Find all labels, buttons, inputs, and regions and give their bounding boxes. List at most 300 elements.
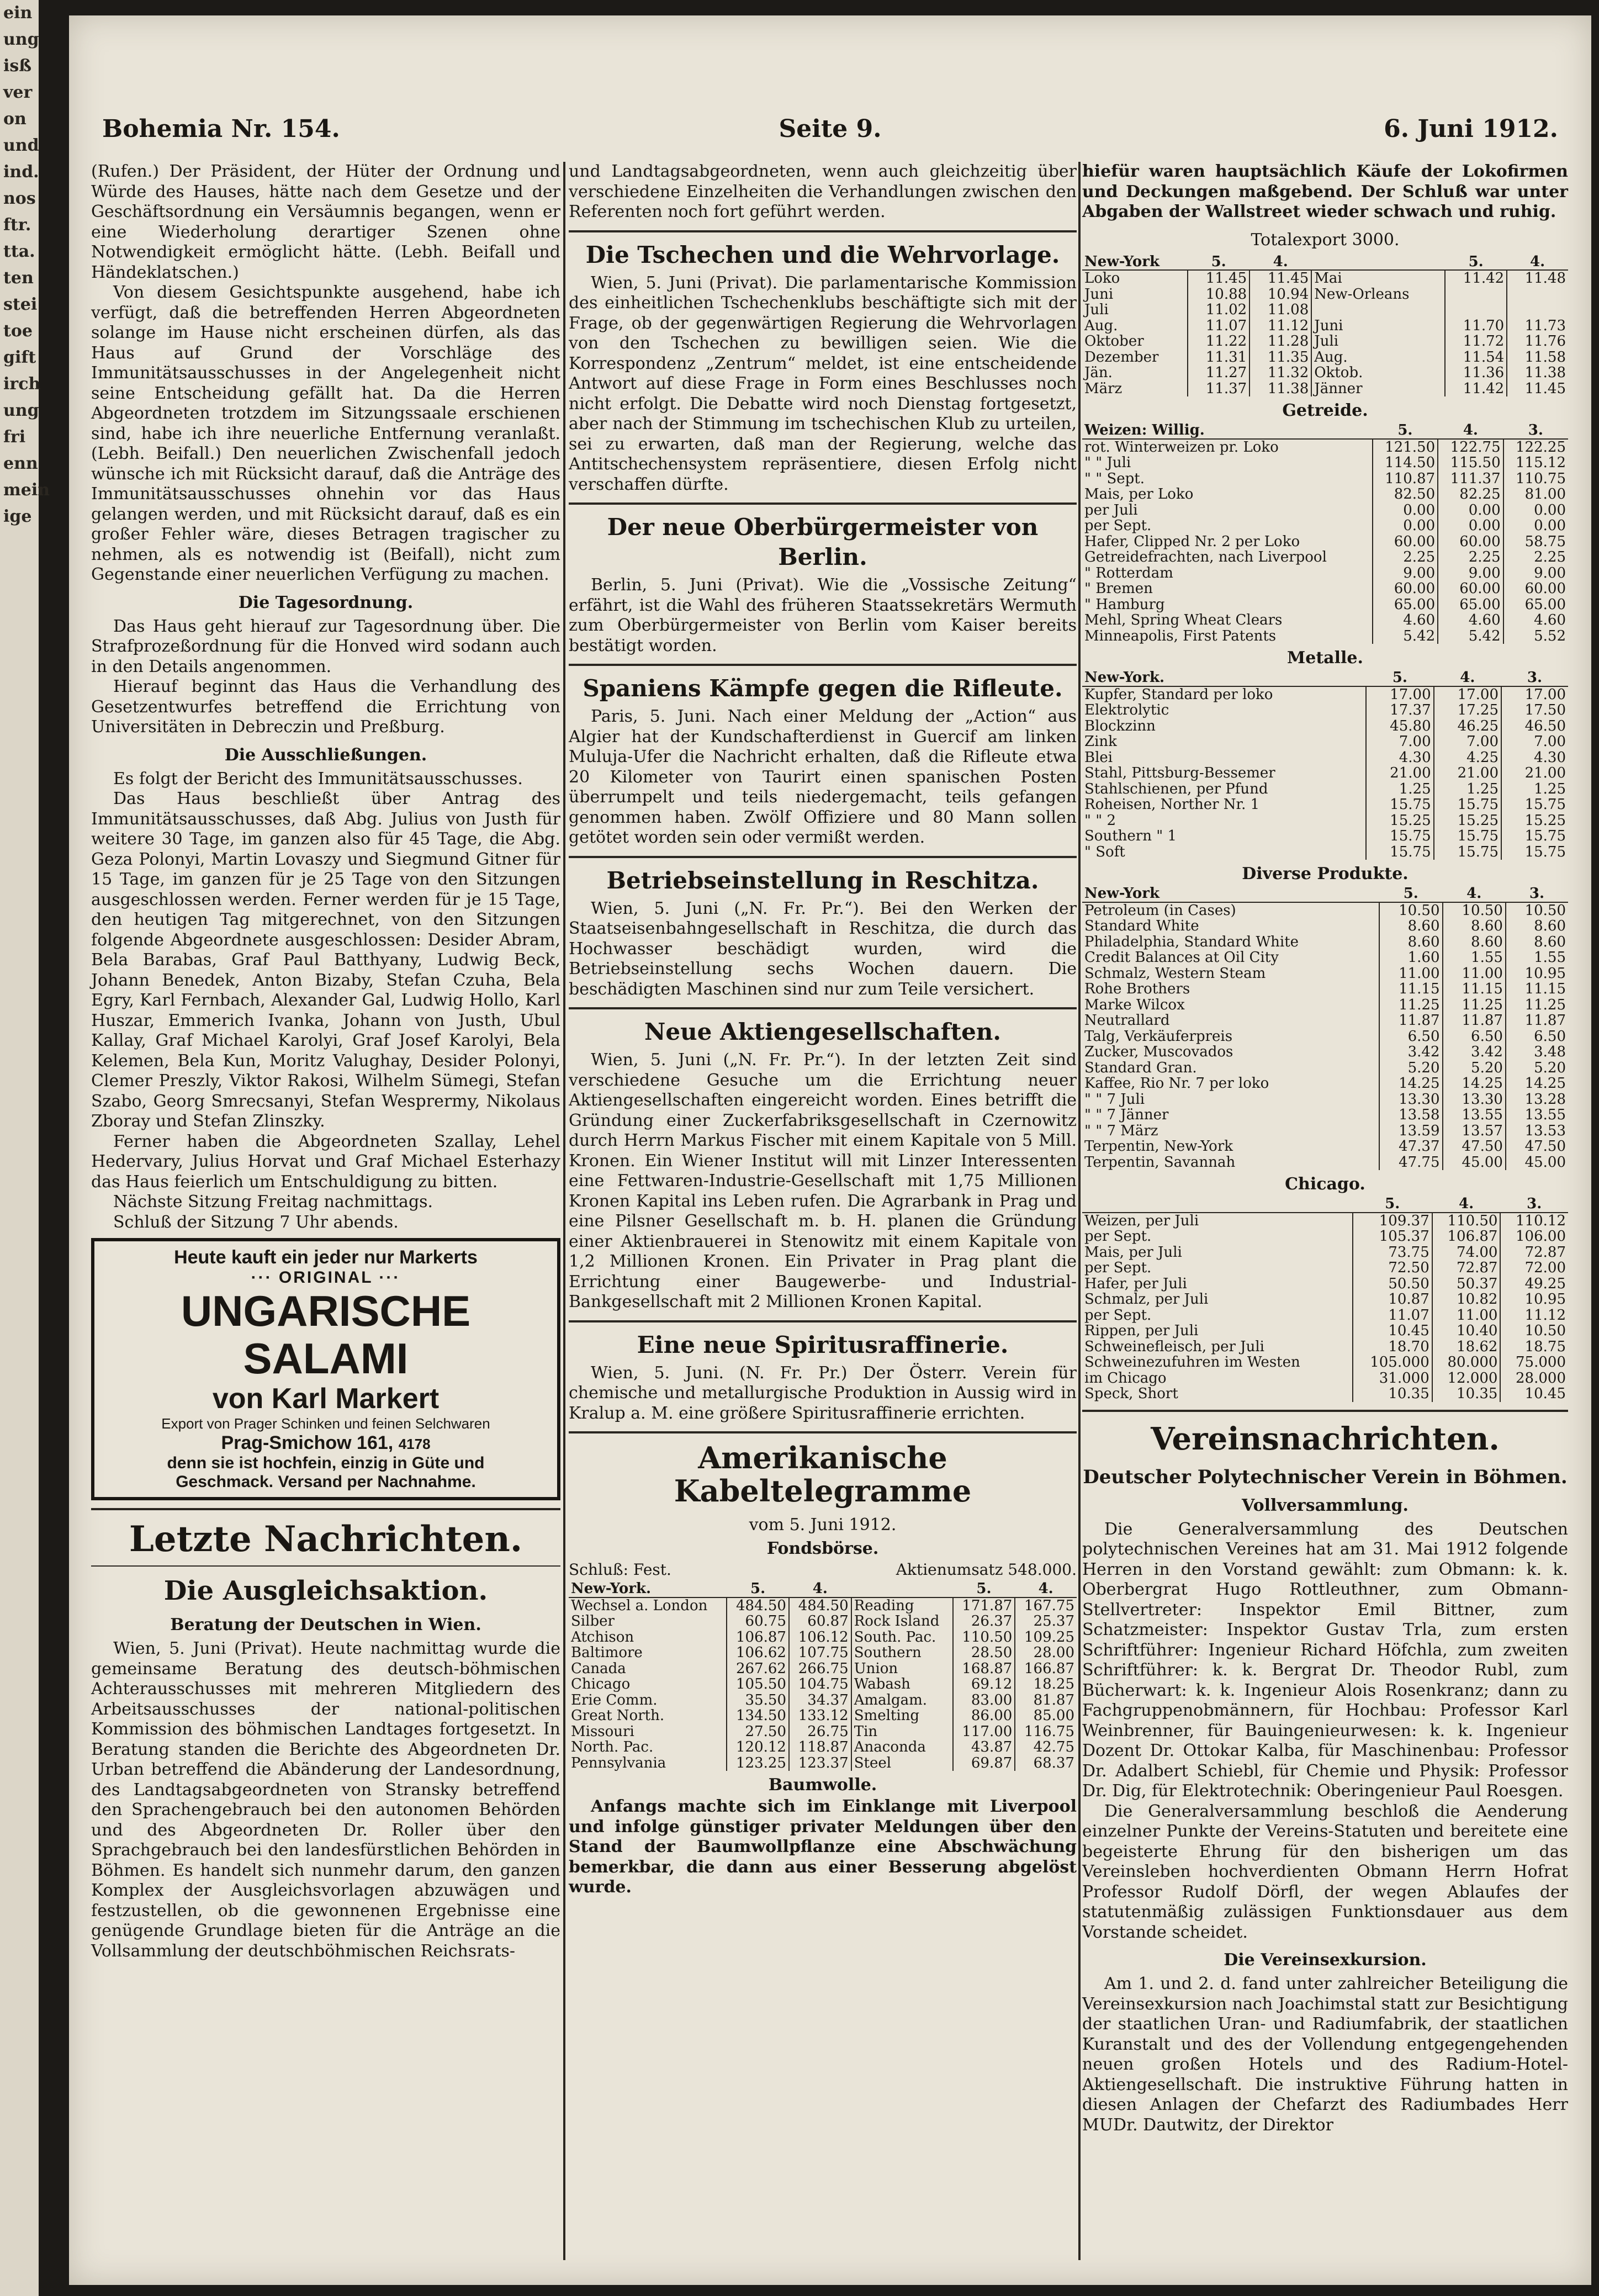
row-label: Mai <box>1311 270 1445 287</box>
table-row <box>1082 534 1568 550</box>
article-paragraph: Nächste Sitzung Freitag nachmittags. <box>113 1192 433 1212</box>
row-value: 11.15 <box>1506 981 1568 997</box>
table-row <box>569 1630 1077 1646</box>
row-value: 7.00 <box>1434 734 1501 750</box>
row-value: 6.50 <box>1443 1029 1506 1045</box>
row-label: im Chicago <box>1084 1369 1167 1387</box>
col-head: 5. <box>1373 422 1438 439</box>
row-value: 11.32 <box>1249 365 1311 381</box>
table-row <box>569 1676 1077 1692</box>
ad-line: Geschmack. Versand per Nachnahme. <box>176 1473 476 1491</box>
adjacent-page-fragment: ung <box>3 30 39 49</box>
row-value: 9.00 <box>1503 565 1568 581</box>
row-value: 18.25 <box>1015 1676 1077 1692</box>
article-paragraph: Wien, 5. Juni („N. Fr. Pr.“). Bei den Werken der Staatseisenbahngesellschaft in Reschitza, die durch das Hochwasser beschädigt wurden, wird die Betriebseinstellung sechs Wochen dauern. Die beschädigten Maschinen sind nur zum Teile versichert. <box>569 898 1077 999</box>
row-value: 86.00 <box>953 1708 1015 1724</box>
col-head: 4. <box>1015 1581 1077 1597</box>
row-value: 107.75 <box>789 1645 851 1661</box>
table-row <box>1082 797 1568 813</box>
row-value: 10.82 <box>1432 1292 1501 1308</box>
row-label: Mais, per Loko <box>1084 486 1194 502</box>
col-head: 3. <box>1501 670 1568 686</box>
row-value: 11.25 <box>1379 997 1442 1013</box>
row-value: 17.25 <box>1434 702 1501 718</box>
article-paragraph: und Landtagsabgeordneten, wenn auch gleichzeitig über verschiedene Einzelheiten die Verhandlungen zwischen den Referenten noch fort geführt werden. <box>569 162 1077 221</box>
row-value: 15.25 <box>1434 813 1501 829</box>
row-value: 72.00 <box>1500 1260 1568 1276</box>
rule <box>569 1007 1077 1009</box>
row-value <box>1445 287 1507 303</box>
article-paragraph: Wien, 5. Juni (Privat). Heute nachmittag wurde die gemeinsame Beratung des deutsch-böhmischen Achterausschusses mit mehreren Mitgliedern des Arbeitsausschusses der national-politischen Kommission des böhmischen Landtages fortgesetzt. In Beratung standen die Berichte des Abgeordneten Dr. Urban betreffend die Abänderung der Landesordnung, des Landtagsabgeordneten von Stransky betreffend den Sprachengebrauch bei den autonomen Behörden und des Abgeordneten Dr. Roller über den Sprachgebrauch bei den landesfürstlichen Behörden in Böhmen. Es handelt sich nunmehr darum, den ganzen Komplex der Ausgleichsvorlagen abzuwägen und festzustellen, ob die gewonnenen Ergebnisse eine genügende Grundlage bieten für die Anträge an die Vollsammlung der deutschböhmischen Reichsrats- <box>91 1639 560 1961</box>
row-label: Juli <box>1084 301 1109 318</box>
col-head: 5. <box>1188 254 1249 271</box>
table-row <box>569 1739 1077 1755</box>
row-value: 1.55 <box>1443 950 1506 966</box>
article-paragraph: Anfangs machte sich im Einklange mit Liverpool und infolge günstiger privater Meldungen über den Stand der Baumwollpflanze eine Abschwächung bemerkbar, die dann aus einer Besserung abgelöst wurde. <box>569 1797 1077 1897</box>
table-header-row <box>1082 254 1568 271</box>
article-subheading: Die Vereinsexkursion. <box>1224 1950 1427 1970</box>
adjacent-page-fragment: on <box>3 109 27 129</box>
row-label: Great North. <box>571 1707 665 1724</box>
row-value: 12.000 <box>1432 1371 1501 1387</box>
row-label: per Sept. <box>1084 517 1152 534</box>
table-row <box>1082 549 1568 565</box>
col-head: 4. <box>1249 254 1311 271</box>
row-value: 14.25 <box>1379 1076 1442 1092</box>
article-headline: Die Ausgleichsaktion. <box>163 1575 488 1606</box>
table-row <box>1082 750 1568 766</box>
table-row <box>1082 1076 1568 1092</box>
row-value: 69.12 <box>953 1676 1015 1692</box>
table-row <box>1082 934 1568 950</box>
row-label: Anaconda <box>851 1739 953 1755</box>
table-row <box>1082 1123 1568 1139</box>
row-value: 134.50 <box>727 1708 789 1724</box>
row-value: 13.55 <box>1443 1107 1506 1123</box>
row-value: 115.50 <box>1438 455 1503 471</box>
row-value: 114.50 <box>1373 455 1438 471</box>
col-head: 4. <box>1438 422 1503 439</box>
article-headline: Betriebseinstellung in Reschitza. <box>606 866 1039 894</box>
row-value: 266.75 <box>789 1661 851 1677</box>
adjacent-page-fragment: stei <box>3 295 38 314</box>
row-value: 11.12 <box>1249 318 1311 334</box>
row-value: 60.00 <box>1503 581 1568 597</box>
bonds-body <box>569 1597 1077 1771</box>
article-headline: Spaniens Kämpfe gegen die Rifleute. <box>583 675 1063 702</box>
table-row <box>1082 287 1568 303</box>
row-value: 34.37 <box>789 1692 851 1708</box>
row-value: 1.25 <box>1501 781 1568 797</box>
article-subheading: Beratung der Deutschen in Wien. <box>170 1615 481 1634</box>
row-value: 60.00 <box>1438 534 1503 550</box>
row-value: 11.22 <box>1188 334 1249 350</box>
row-label: Oktober <box>1084 333 1144 350</box>
row-value: 69.87 <box>953 1755 1015 1771</box>
col-head: 5. <box>1445 254 1507 271</box>
rule <box>569 664 1077 666</box>
table-row <box>1082 334 1568 350</box>
col-head <box>1082 1196 1353 1213</box>
row-value: 72.87 <box>1500 1245 1568 1261</box>
ad-line: Export von Prager Schinken und feinen Selchwaren <box>161 1415 490 1432</box>
row-value: 10.35 <box>1353 1386 1432 1402</box>
row-value: 7.00 <box>1501 734 1568 750</box>
table-header-row <box>1082 422 1568 439</box>
row-value: 105.000 <box>1353 1355 1432 1371</box>
row-value: 17.00 <box>1501 686 1568 703</box>
row-label: Oktob. <box>1311 365 1445 381</box>
table-row <box>1082 612 1568 628</box>
col-head: 4. <box>1432 1196 1501 1213</box>
row-value: 10.94 <box>1249 287 1311 303</box>
row-value: 10.35 <box>1432 1386 1501 1402</box>
row-value: 122.75 <box>1438 439 1503 456</box>
ad-code: 4178 <box>398 1436 431 1452</box>
table-row <box>1082 844 1568 860</box>
grain-body <box>1082 439 1568 644</box>
row-value: 110.75 <box>1503 471 1568 487</box>
issue-date: 6. Juni 1912. <box>1384 115 1558 143</box>
article-paragraph: Hierauf beginnt das Haus die Verhandlung des Gesetzentwurfes betreffend die Errichtung von Universitäten in Debreczin und Preßburg. <box>91 677 560 737</box>
table-row <box>1082 1292 1568 1308</box>
row-value: 0.00 <box>1438 502 1503 519</box>
article-paragraph: Die Generalversammlung des Deutschen polytechnischen Vereines hat am 31. Mai 1912 folgende Herren in den Vorstand gewählt: zum Obmann: k. k. Oberbergrat Hugo Rottleuthner, zum Obmann-Stellvertreter: Inspektor Emil Bittner, zum Schatzmeister: Inspektor Gustav Trla, zum ersten Schriftführer: Ingenieur Richard Höfchla, zum zweiten Schriftführer: k. k. Bergrat Dr. Theodor Rubl, zum Bücherwart: k. k. Ingenieur Alois Rosenkranz; dann zu Fachgruppenobmännern, für Hochbau: Professor Karl Weinbrenner, für Bauingenieurwesen: k. k. Ingenieur Dozent Dr. Ottokar Kalba, für Maschinenbau: Professor Dr. Adalbert Schiebl, für Chemie und Physik: Professor Dr. Dig, für Elektrotechnik: Oberingenieur Paul Roesgen. <box>1082 1519 1568 1801</box>
row-value: 18.75 <box>1500 1339 1568 1355</box>
row-value: 17.50 <box>1501 702 1568 718</box>
row-label: Speck, Short <box>1084 1385 1178 1402</box>
article-paragraph: Am 1. und 2. d. fand unter zahlreicher Beteiligung die Vereinsexkursion nach Joachimstal statt zur Besichtigung der staatlichen Uran- und Radiumfabrik, der staatlichen Kuranstalt und des der Vollendung entgegengehenden neuen großen Hotels und des Radium-Hotel-Aktiengesellschaft. Die instruktive Führung hatten in diesen Anlagen der Chefarzt des Radiumbades Herr MUDr. Dautwitz, der Direktor <box>1082 1974 1568 2135</box>
col-head: New-York. <box>569 1581 727 1597</box>
page-header <box>102 104 1558 154</box>
article-headline: Der neue Oberbürgermeister von Berlin. <box>607 514 1039 570</box>
column-2 <box>569 162 1077 2277</box>
table-row <box>1082 1339 1568 1355</box>
row-value: 1.25 <box>1434 781 1501 797</box>
adjacent-page-fragment: ung <box>3 401 39 420</box>
row-value: 118.87 <box>789 1739 851 1755</box>
table-row <box>1082 302 1568 318</box>
adjacent-page-fragment: ind. <box>3 162 39 182</box>
table-row <box>569 1645 1077 1661</box>
row-value: 0.00 <box>1438 518 1503 534</box>
row-value: 21.00 <box>1434 765 1501 781</box>
row-value: 2.25 <box>1503 549 1568 565</box>
row-label: Elektrolytic <box>1084 702 1169 718</box>
row-value: 106.00 <box>1500 1229 1568 1245</box>
row-value: 81.87 <box>1015 1692 1077 1708</box>
row-label: Juli <box>1311 334 1445 350</box>
table-row <box>1082 486 1568 502</box>
article-paragraph: Ferner haben die Abgeordneten Szallay, Lehel Hedervary, Julius Horvat und Graf Michael Esterhazy das Haus feierlich um Entschuldigung zu bitten. <box>91 1131 560 1192</box>
row-value: 111.37 <box>1438 471 1503 487</box>
row-value: 10.45 <box>1353 1323 1432 1339</box>
row-value: 1.60 <box>1379 950 1442 966</box>
row-label: Steel <box>851 1755 953 1771</box>
adjacent-page-fragment: ver <box>3 83 33 102</box>
table-row <box>1082 902 1568 919</box>
row-value: 15.75 <box>1366 797 1433 813</box>
row-label: Hafer, Clipped Nr. 2 per Loko <box>1084 533 1300 550</box>
table-row <box>1082 565 1568 581</box>
row-label: Tin <box>851 1724 953 1740</box>
row-value: 82.50 <box>1373 486 1438 502</box>
row-label: Missouri <box>571 1723 634 1740</box>
row-value: 82.25 <box>1438 486 1503 502</box>
row-value: 26.37 <box>953 1613 1015 1630</box>
article-paragraph: hiefür waren hauptsächlich Käufe der Lokofirmen und Deckungen maßgebend. Der Schluß war unter Abgaben der Wallstreet wieder schwach und ruhig. <box>1082 162 1568 221</box>
row-label: South. Pac. <box>851 1630 953 1646</box>
row-value: 60.00 <box>1373 534 1438 550</box>
row-value: 9.00 <box>1373 565 1438 581</box>
row-value: 85.00 <box>1015 1708 1077 1724</box>
col-head: New-York. <box>1082 670 1366 686</box>
row-value: 11.27 <box>1188 365 1249 381</box>
row-value: 15.75 <box>1501 797 1568 813</box>
row-value: 6.50 <box>1379 1029 1442 1045</box>
article-subheading: Vollversammlung. <box>1242 1495 1409 1515</box>
row-value: 18.62 <box>1432 1339 1501 1355</box>
rule <box>1082 1410 1568 1412</box>
ad-line: ··· ORIGINAL ··· <box>251 1268 401 1287</box>
metals-body <box>1082 686 1568 860</box>
row-value: 50.50 <box>1353 1276 1432 1292</box>
row-value: 10.40 <box>1432 1323 1501 1339</box>
row-value: 3.48 <box>1506 1044 1568 1060</box>
row-label: " Hamburg <box>1084 596 1165 613</box>
row-value: 106.12 <box>789 1630 851 1646</box>
row-value: 15.25 <box>1501 813 1568 829</box>
market-summary <box>569 1560 1077 1579</box>
row-label: Schweinezufuhren im Westen <box>1084 1354 1300 1371</box>
row-value: 46.50 <box>1501 718 1568 734</box>
row-value: 4.60 <box>1438 612 1503 628</box>
row-label: " " Sept. <box>1084 470 1145 487</box>
table-row <box>1082 918 1568 934</box>
row-value: 11.87 <box>1379 1013 1442 1029</box>
row-value: 27.50 <box>727 1724 789 1740</box>
col-head: Weizen: Willig. <box>1082 422 1373 439</box>
row-value: 110.87 <box>1373 471 1438 487</box>
row-value: 11.73 <box>1507 318 1568 334</box>
row-label: " " 7 Jänner <box>1084 1107 1169 1123</box>
row-label: Neutrallard <box>1084 1012 1170 1029</box>
table-row <box>1082 1139 1568 1155</box>
table-row <box>1082 1092 1568 1108</box>
row-value: 65.00 <box>1503 597 1568 613</box>
table-row <box>1082 1013 1568 1029</box>
row-label: Schmalz, per Juli <box>1084 1291 1209 1308</box>
table-row <box>1082 1355 1568 1371</box>
row-value <box>1507 287 1568 303</box>
row-value: 11.45 <box>1249 270 1311 287</box>
row-value: 15.75 <box>1366 844 1433 860</box>
row-value: 11.00 <box>1443 966 1506 982</box>
row-value: 74.00 <box>1432 1245 1501 1261</box>
row-label: Mehl, Spring Wheat Clears <box>1084 612 1283 628</box>
row-label: Pennsylvania <box>571 1754 666 1771</box>
row-label: Zucker, Muscovados <box>1084 1044 1233 1060</box>
row-value: 1.55 <box>1506 950 1568 966</box>
row-value: 10.87 <box>1353 1292 1432 1308</box>
row-label: Getreidefrachten, nach Liverpool <box>1084 549 1327 565</box>
table-title: Baumwolle. <box>768 1775 877 1795</box>
adjacent-page-fragment: ftr. <box>3 215 31 235</box>
rule <box>569 856 1077 858</box>
table-row <box>569 1708 1077 1724</box>
section-heading: Die Tagesordnung. <box>238 592 414 612</box>
article-paragraph: Das Haus beschließt über Antrag des Immunitätsausschusses, daß Abg. Julius von Justh für weitere 30 Tage, im ganzen also für 45 Tage, die Abg. Geza Polonyi, Martin Lovaszy und Siegmund Gitner für 15 Tage, im ganzen für je 25 Tage von den Sitzungen ausgeschlossen werden. Ferner werden für je 15 Tage, den heutigen Tag mitgerechnet, von den Sitzungen folgende Abgeordnete ausgeschlossen: Desider Abram, Bela Barabas, Graf Paul Batthyany, Ludwig Beck, Johann Benedek, Anton Bizaby, Stefan Czuha, Bela Egry, Karl Fernbach, Alexander Gal, Ludwig Hollo, Karl Huszar, Emmerich Ivanka, Johann von Justh, Ubul Kallay, Graf Michael Karolyi, Graf Josef Karolyi, Bela Kelemen, Bela Kun, Moritz Valughay, Desider Polonyi, Clemer Preszly, Viktor Rakosi, Wilhelm Sümegi, Stefan Szabo, Georg Smrecsanyi, Stefan Wesprermy, Nikolaus Zboray und Stefan Zlinszky. <box>91 789 560 1131</box>
row-label: per Juli <box>1084 501 1138 519</box>
row-value: 4.25 <box>1434 750 1501 766</box>
section-date: vom 5. Juni 1912. <box>749 1515 897 1535</box>
row-label: Schweinefleisch, per Juli <box>1084 1338 1264 1355</box>
row-value: 5.52 <box>1503 628 1568 644</box>
row-value: 13.58 <box>1379 1107 1442 1123</box>
row-label: Aug. <box>1311 350 1445 366</box>
section-title: Amerikanische Kabeltelegramme <box>674 1440 972 1509</box>
row-value: 11.25 <box>1443 997 1506 1013</box>
row-label: per Sept. <box>1084 1306 1152 1324</box>
row-value: 35.50 <box>727 1692 789 1708</box>
row-value: 65.00 <box>1373 597 1438 613</box>
table-row <box>1082 781 1568 797</box>
column-3 <box>1082 162 1568 2277</box>
col-head: 5. <box>1353 1196 1432 1213</box>
row-value: 47.50 <box>1443 1139 1506 1155</box>
row-value: 117.00 <box>953 1724 1015 1740</box>
row-value: 81.00 <box>1503 486 1568 502</box>
article-paragraph: Berlin, 5. Juni (Privat). Wie die „Vossische Zeitung“ erfährt, ist die Wahl des früheren Staatssekretärs Wermuth zum Oberbürgermeister von Berlin vom Kaiser bereits bestätigt worden. <box>569 575 1077 655</box>
table-row <box>1082 381 1568 397</box>
adjacent-page-fragment: mein <box>3 480 50 500</box>
row-value: 13.30 <box>1443 1092 1506 1108</box>
row-value: 10.95 <box>1500 1292 1568 1308</box>
row-value: 11.87 <box>1443 1013 1506 1029</box>
row-value: 50.37 <box>1432 1276 1501 1292</box>
row-value: 15.25 <box>1366 813 1433 829</box>
row-value: 122.25 <box>1503 439 1568 456</box>
table-row <box>1082 597 1568 613</box>
ad-company: von Karl Markert <box>212 1383 440 1415</box>
row-label: New-Orleans <box>1311 287 1445 303</box>
adjacent-page-fragment: fri <box>3 427 26 447</box>
row-value: 3.42 <box>1443 1044 1506 1060</box>
row-value: 49.25 <box>1500 1276 1568 1292</box>
row-value: 5.20 <box>1443 1060 1506 1076</box>
row-label: " Soft <box>1084 843 1125 860</box>
table-title: Chicago. <box>1285 1175 1365 1194</box>
row-value: 168.87 <box>953 1661 1015 1677</box>
adjacent-page-fragment: tta. <box>3 242 35 261</box>
row-value: 8.60 <box>1379 918 1442 934</box>
row-value: 18.70 <box>1353 1339 1432 1355</box>
row-value: 14.25 <box>1506 1076 1568 1092</box>
masthead-issue: Bohemia Nr. 154. <box>102 115 340 143</box>
col-head <box>1311 254 1445 271</box>
row-value: 28.000 <box>1500 1371 1568 1387</box>
row-value: 11.00 <box>1379 966 1442 982</box>
rule <box>569 1431 1077 1433</box>
adjacent-page-strip <box>0 0 50 2296</box>
row-value: 13.53 <box>1506 1123 1568 1139</box>
metals-table <box>1082 670 1568 860</box>
table-row <box>569 1613 1077 1630</box>
table-row <box>569 1692 1077 1708</box>
products-table <box>1082 886 1568 1170</box>
row-value: 11.37 <box>1188 381 1249 397</box>
section-title: Vereinsnachrichten. <box>1151 1420 1500 1457</box>
col-head: New-York <box>1082 254 1188 271</box>
table-row <box>1082 350 1568 366</box>
row-value: 1.25 <box>1366 781 1433 797</box>
row-value: 3.42 <box>1379 1044 1442 1060</box>
row-value: 15.75 <box>1434 844 1501 860</box>
row-value: 45.00 <box>1443 1155 1506 1171</box>
row-value: 267.62 <box>727 1661 789 1677</box>
table-row <box>1082 270 1568 287</box>
row-value: 123.25 <box>727 1755 789 1771</box>
row-value: 80.000 <box>1432 1355 1501 1371</box>
row-value: 6.50 <box>1506 1029 1568 1045</box>
export-total: Totalexport 3000. <box>1251 230 1400 250</box>
row-value: 13.55 <box>1506 1107 1568 1123</box>
row-value: 115.12 <box>1503 455 1568 471</box>
row-label: per Sept. <box>1084 1260 1152 1276</box>
row-value: 47.37 <box>1379 1139 1442 1155</box>
table-row <box>569 1755 1077 1771</box>
row-label: Petroleum (in Cases) <box>1084 902 1236 919</box>
salami-advertisement <box>91 1238 560 1500</box>
adjacent-page-fragment: gift <box>3 348 36 367</box>
row-value: 5.42 <box>1373 628 1438 644</box>
article-paragraph: Das Haus geht hierauf zur Tagesordnung über. Die Strafprozeßordnung für die Honved wird sodann auch in den Details angenommen. <box>91 616 560 676</box>
col-head: 3. <box>1506 886 1568 902</box>
row-value: 123.37 <box>789 1755 851 1771</box>
row-value: 17.00 <box>1434 686 1501 703</box>
col-head: 3. <box>1503 422 1568 439</box>
page-number: Seite 9. <box>779 115 882 143</box>
row-label: Schmalz, Western Steam <box>1084 965 1266 982</box>
row-label: Aug. <box>1084 317 1118 334</box>
row-value: 166.87 <box>1015 1661 1077 1677</box>
rule <box>569 230 1077 232</box>
row-value: 11.42 <box>1445 270 1507 287</box>
row-value: 106.87 <box>1432 1229 1501 1245</box>
article-paragraph: Wien, 5. Juni („N. Fr. Pr.“). In der letzten Zeit sind verschiedene Gesuche um die Errichtung neuer Aktiengesellschaften eingereicht worden. Eines betrifft die Gründung einer Zuckerfabriksgesellschaft in Czernowitz durch Herrn Markus Fischer mit einem Kapitale von 5 Mill. Kronen. Ein Wiener Institut will mit Linzer Interessenten eine Fettwaren-Industrie-Gesellschaft mit 1,75 Millionen Kronen Kapital ins Leben rufen. Die Agrarbank in Prag und eine Pilsner Gesellschaft m. b. H. planen die Gründung einer Aktienbrauerei in Stenowitz mit einem Kapitale von 1,2 Millionen Kronen. Ein Privater in Prag plant die Errichtung einer Baugewerbe- und Industrial-Bankgesellschaft mit 2 Millionen Kronen Kapital. <box>569 1050 1077 1311</box>
row-value: 4.30 <box>1366 750 1433 766</box>
table-row <box>1082 734 1568 750</box>
chicago-body <box>1082 1213 1568 1402</box>
row-label: Union <box>851 1661 953 1677</box>
column-rule-1 <box>563 162 565 2260</box>
row-value: 15.75 <box>1501 844 1568 860</box>
table-row <box>1082 502 1568 519</box>
row-label: Kaffee, Rio Nr. 7 per loko <box>1084 1075 1269 1092</box>
row-label: Standard Gran. <box>1084 1059 1197 1076</box>
row-label: Dezember <box>1084 348 1159 366</box>
row-value: 60.00 <box>1373 581 1438 597</box>
row-label: Zink <box>1084 733 1117 750</box>
row-value: 120.12 <box>727 1739 789 1755</box>
row-value: 13.57 <box>1443 1123 1506 1139</box>
row-label: Smelting <box>851 1708 953 1724</box>
row-value: 11.00 <box>1432 1308 1501 1324</box>
table-row <box>1082 828 1568 844</box>
row-value: 5.20 <box>1506 1060 1568 1076</box>
row-value: 106.62 <box>727 1645 789 1661</box>
row-label: Jänner <box>1311 381 1445 397</box>
